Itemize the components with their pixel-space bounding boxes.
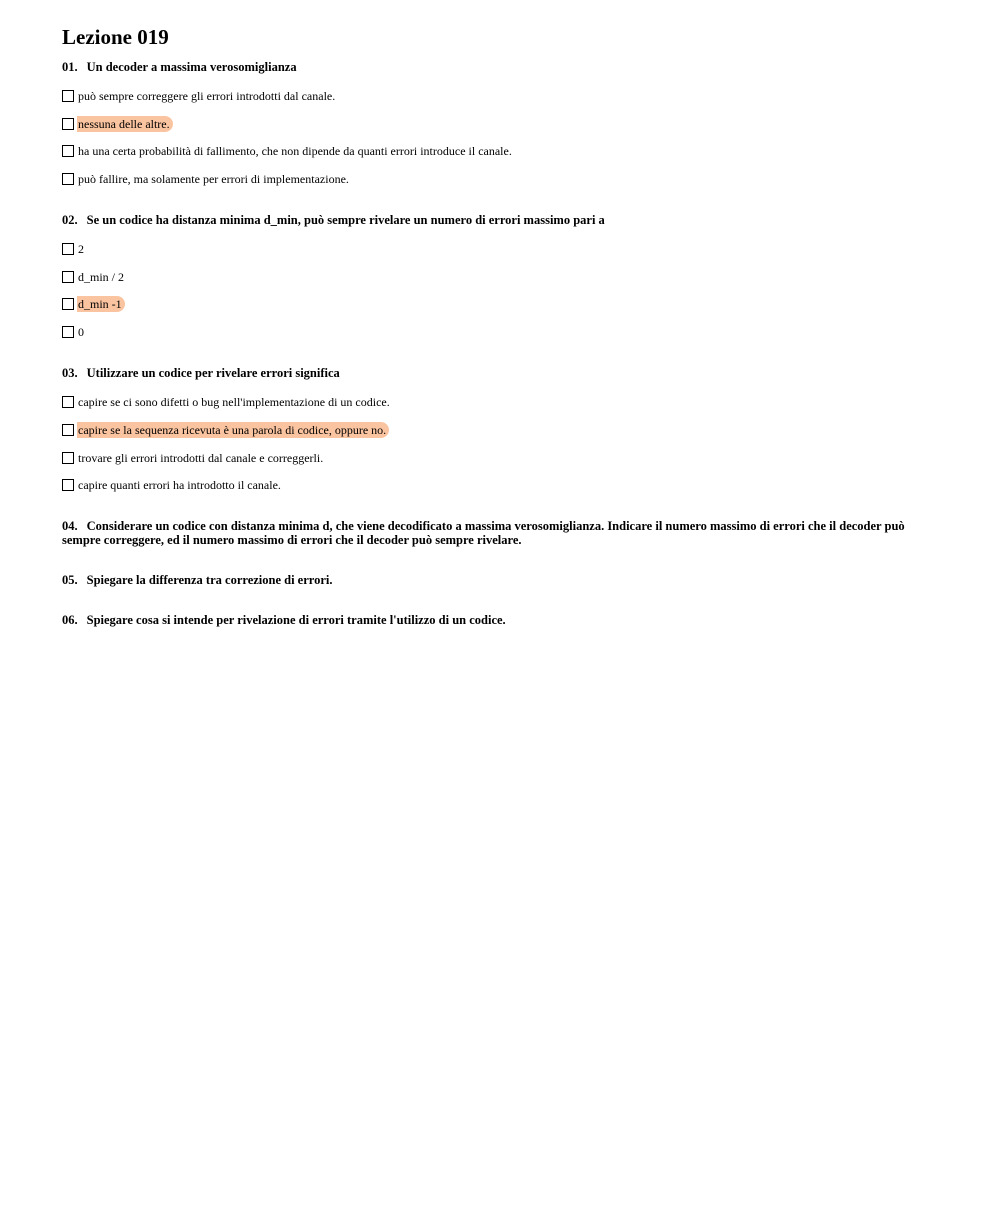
question-4 (62, 519, 932, 547)
answer-text: può sempre correggere gli errori introdotti dal canale. (78, 89, 336, 103)
question-heading (62, 519, 932, 547)
question-heading (62, 60, 932, 74)
question-2 (62, 213, 932, 340)
question-text: Spiegare cosa si intende per rivelazione di errori tramite l'utilizzo di un codice. (86, 613, 506, 628)
question-3 (62, 366, 932, 493)
answer-checkbox[interactable] (62, 271, 74, 283)
answer-text: capire se ci sono difetti o bug nell'implementazione di un codice. (78, 395, 390, 410)
answer-checkbox[interactable] (62, 396, 74, 408)
question-text: Un decoder a massima verosomiglianza (86, 60, 297, 74)
answer-checkbox[interactable] (62, 243, 74, 255)
answer-checkbox[interactable] (62, 145, 74, 157)
answer-checkbox[interactable] (62, 424, 74, 436)
answer-text: 2 (78, 242, 84, 257)
answer-option[interactable] (62, 116, 932, 132)
answer-checkbox[interactable] (62, 452, 74, 464)
answer-option[interactable] (62, 394, 932, 410)
answer-checkbox[interactable] (62, 118, 74, 130)
question-1 (62, 60, 932, 187)
answer-text: trovare gli errori introdotti dal canale e correggerli. (78, 450, 324, 465)
question-number: 06. (62, 613, 78, 628)
answer-text: può fallire, ma solamente per errori di implementazione. (78, 172, 349, 187)
answer-options (62, 394, 932, 493)
page-title: Lezione 019 (62, 25, 169, 49)
question-text: Utilizzare un codice per rivelare errori significa (86, 366, 340, 381)
answer-checkbox[interactable] (62, 90, 74, 102)
question-number: 04. (62, 519, 78, 534)
question-heading (62, 213, 932, 227)
answer-text-highlighted: nessuna delle altre. (77, 116, 173, 132)
answer-text: ha una certa probabilità di fallimento, che non dipende da quanti errori introduce il canale. (78, 144, 512, 159)
answer-text: 0 (78, 325, 84, 340)
question-list (62, 60, 932, 627)
answer-option[interactable] (62, 450, 932, 466)
question-heading (62, 366, 932, 380)
answer-option[interactable] (62, 422, 932, 438)
question-heading (62, 613, 932, 627)
question-number: 02. (62, 213, 78, 228)
answer-text-highlighted: d_min -1 (77, 296, 125, 312)
question-number: 05. (62, 573, 78, 588)
answer-options (62, 241, 932, 340)
answer-option[interactable] (62, 88, 932, 104)
answer-text: capire quanti errori ha introdotto il canale. (78, 478, 281, 493)
question-number: 01. (62, 60, 78, 74)
answer-option[interactable] (62, 269, 932, 285)
answer-option[interactable] (62, 171, 932, 187)
answer-option[interactable] (62, 296, 932, 312)
answer-checkbox[interactable] (62, 298, 74, 310)
answer-option[interactable] (62, 324, 932, 340)
question-heading (62, 573, 932, 587)
answer-checkbox[interactable] (62, 173, 74, 185)
answer-options (62, 88, 932, 187)
answer-checkbox[interactable] (62, 326, 74, 338)
answer-option[interactable] (62, 241, 932, 257)
answer-text-highlighted: capire se la sequenza ricevuta è una parola di codice, oppure no. (77, 422, 389, 438)
answer-checkbox[interactable] (62, 479, 74, 491)
document-page (62, 24, 932, 653)
answer-text: d_min / 2 (78, 269, 125, 284)
question-text: Considerare un codice con distanza minima d, che viene decodificato a massima verosomiglianza. Indicare il numero massimo di errori che il decoder può sempre correggere, ed il numero massimo di errori che il decoder può sempre rivelare. (62, 519, 905, 548)
question-5 (62, 573, 932, 587)
question-6 (62, 613, 932, 627)
answer-option[interactable] (62, 143, 932, 159)
question-text: Spiegare la differenza tra correzione di errori. (86, 573, 333, 588)
question-number: 03. (62, 366, 78, 381)
question-text: Se un codice ha distanza minima d_min, può sempre rivelare un numero di errori massimo pari a (86, 213, 605, 228)
answer-option[interactable] (62, 477, 932, 493)
